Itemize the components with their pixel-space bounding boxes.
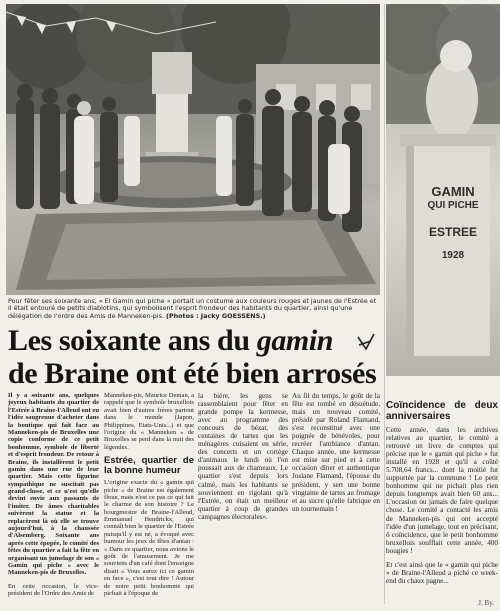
subheading-estree: Estrée, quartier de la bonne humeur xyxy=(104,455,194,477)
article-column-4 xyxy=(292,392,380,513)
sidebar-paragraph-2: Et c'est ainsi que le « gamin qui piche » de Braine-l'Alleud a piché ce week-end du chaux pagne... xyxy=(386,560,498,585)
column-2-paragraph-1: Manneken-pis, Maurice Deman, a rappelé que le symbole bruxellois avait bien d'autres frères partout dans le monde (Japon, Philippines, Etats-Unis...) et que l'origine du « Manneken » de Bruxelles se perd dans la nuit des légendes. xyxy=(104,392,194,451)
plaque-line-gamin: GAMIN xyxy=(431,184,475,199)
subheading-coincidence: Coïncidence de deux anniversaires xyxy=(386,400,498,422)
author-initials: J. By. xyxy=(478,599,494,607)
main-photo-image xyxy=(6,4,380,295)
headline-line-1-italic: gamin xyxy=(256,324,334,357)
column-2-paragraph-2: L'origine exacte du « gamin qui piche » de Braine est également floue, mais n'est ce pas ce qui fait le charme de son histoire ? Le bourgmestre de Braine-l'Alleud, Emmanuel Hendrickx, qui connaît bien le quartier de l'Estrée puisqu'il y est né, a évoqué avec humour les jeux de fêtes d'antan : « Dans ce quartier, nous avions le goût de l'amusement. Je me souviens d'un café dont l'enseigne disait « Vous aurez ici ce gamin en face », c'est tout dire ! Autour de notre petit bonhomme qui pichait à l'époque de xyxy=(104,479,194,597)
article-column-2 xyxy=(104,392,194,597)
plaque-line-estree: ESTREE xyxy=(428,225,477,239)
photo-credit: (Photos : Jacky GOESSENS.) xyxy=(166,311,266,320)
headline-line-1 xyxy=(8,326,333,356)
column-1-tail: En cette occasion, le vice-président de l'Ordre des Amis de xyxy=(8,582,99,598)
plaque-line-year: 1928 xyxy=(441,250,465,261)
column-3-paragraph-1: la bière, les gens se rassemblaient pour fêter en grande pompe la kermesse, avec au programme des concours de bézat, des centaines de tartes que les ménagères cuisaient en série, des concerts et un cortège d'animaux le lundi où l'on poussait aux de chameaux. Le quartier s'est depuis lors calmé, mais les habitants se souviennent en rigolant qu'à l'Estrée, on était un meilleur quartier à coup de grandes campagnes électorales». xyxy=(198,392,288,521)
photo-caption xyxy=(8,298,380,320)
sidebar-paragraph-1: Cette année, dans les archives relatives au quartier, le comité a retrouvé un livre de comptes qui précise que le « gamin qui piche » fut installé en 1928 et qu'il a coûté 5.708,64 francs... dont la moitié fut supportée par la commune ! Le petit bonhomme qui ne pichait plus rien depuis longtemps avait bien 60 ans... L'occasion ou jamais de faire quelque chose. Le comité a contacté les amis de Manneken-pis qui ont accepté l'idée d'un jumelage, tout en précisant, ô coïncidence, que le petit bonhomme bruxellois soufflait cette année, 400 bougies ! xyxy=(386,426,498,555)
plaque-line-qui-piche: QUI PICHE xyxy=(427,200,479,211)
article-column-3 xyxy=(198,392,288,521)
headline-line-2: de Braine ont été bien arrosés xyxy=(8,357,377,390)
column-divider xyxy=(384,4,385,604)
column-4-paragraph-1: Au fil du temps, le goût de la fête est tombé en désuétude, mais un nouveau comité, présidé par Roland Flamand, s'est reconstitué avec une poignée de bénévoles, pour recréer l'ambiance d'antan. Chaque année, une kermesse est mise sur pied et à cette occasion dîner et authentique Josiane Flamand, l'épouse du président, y sert une bonne vingtaine de tartes au fromage et au sucre qu'elle fabrique en un tournemain ! xyxy=(292,392,380,513)
intro-paragraph: Il y a soixante ans, quelques joyeux habitants du quartier de l'Estrée à Braine-l'Alleud ont eu l'idée saugrenue d'acheter dans la boutique qui fait face au Manneken-pis de Bruxelles une copie conforme de ce petit bonhomme, symbole de liberté et d'esprit frondeur. De retour à Braine, ils installèrent le petit gamin dans une rue de leur quartier. Mais cette figurine sympathique ne suscitait pas grand-chose, et ce n'est qu'elle devint envie aux passants de l'imiter. De âmes charitables suivèrent la statue et la replacèrent là où elle se trouve aujourd'hui, à la chaussée d'Alsemberg. Soixante ans après cette épopée, le comité des fêtes du quartier a fait la fête en organisant un jumelage de son « Gamin qui piche » avec le Manneken-pis de Bruxelles. xyxy=(8,392,99,577)
article-column-1 xyxy=(8,392,99,598)
sidebar-column xyxy=(386,400,498,585)
handwritten-check-mark xyxy=(355,331,377,353)
headline-line-1-prefix: Les soixante ans du xyxy=(8,324,257,357)
main-photo-crowd-fountain xyxy=(6,4,380,295)
caption-text: Pour fêter ses soixante ans, « El Gamin qui piche » portait un costume aux couleurs rouges et jaunes de l'Estrée et il était entouré de petits diablotins, qui symbolisent l'esprit frondeur des habitants du quartier, ainsi qu'une délégation de l'ordre des Amis de Manneken-pis. xyxy=(8,297,377,320)
plaque-text xyxy=(416,184,490,263)
side-photo-plaque xyxy=(386,4,500,376)
